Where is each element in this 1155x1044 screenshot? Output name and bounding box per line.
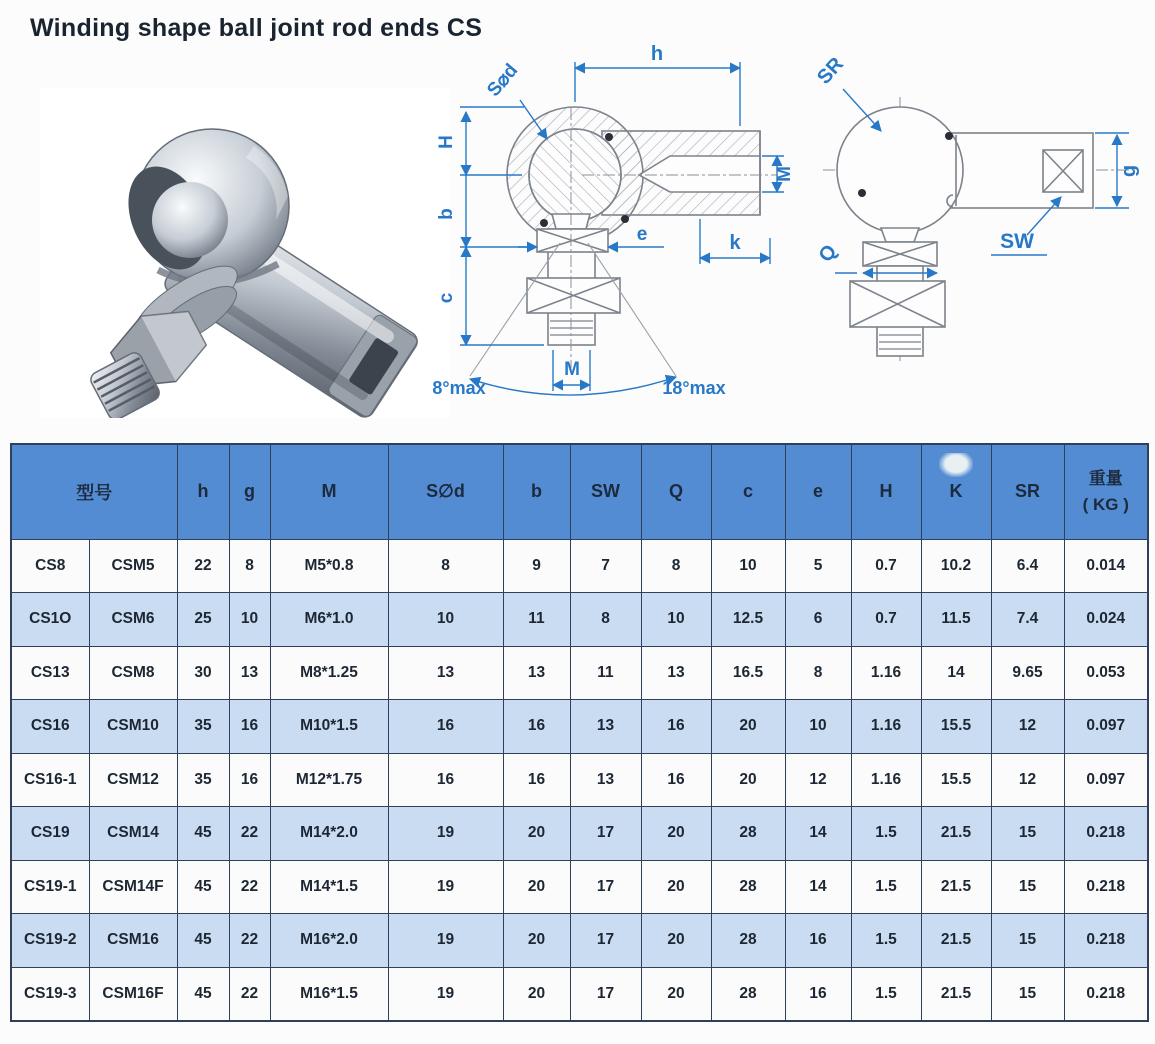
table-cell: M5*0.8: [270, 539, 388, 593]
table-cell: 10: [711, 539, 785, 593]
table-cell: 20: [641, 807, 711, 861]
table-cell: 20: [641, 914, 711, 968]
table-row: [11, 860, 1148, 914]
table-cell: CS16-1: [11, 753, 89, 807]
table-cell: M14*1.5: [270, 860, 388, 914]
table-cell: M16*2.0: [270, 914, 388, 968]
dim-label-c: c: [436, 292, 457, 304]
table-cell: 11.5: [921, 593, 991, 647]
table-cell: M12*1.75: [270, 753, 388, 807]
table-cell: 1.5: [851, 967, 921, 1021]
table-cell: 0.218: [1064, 914, 1148, 968]
table-cell: 11: [570, 646, 641, 700]
watermark-smudge: [939, 453, 973, 477]
table-row: [11, 700, 1148, 754]
table-cell: 16: [641, 753, 711, 807]
table-cell: 22: [229, 860, 270, 914]
table-cell: CSM16F: [89, 967, 177, 1021]
table-row: [11, 914, 1148, 968]
table-row: [11, 539, 1148, 593]
table-cell: 17: [570, 807, 641, 861]
table-cell: 13: [570, 700, 641, 754]
table-cell: 0.218: [1064, 807, 1148, 861]
table-cell: CS19-1: [11, 860, 89, 914]
header-m: M: [270, 444, 388, 539]
header-b: b: [503, 444, 570, 539]
table-cell: 22: [177, 539, 229, 593]
table-cell: 20: [503, 860, 570, 914]
table-cell: M14*2.0: [270, 807, 388, 861]
table-cell: 7.4: [991, 593, 1064, 647]
table-cell: 10: [388, 593, 503, 647]
table-cell: 20: [711, 700, 785, 754]
table-cell: M6*1.0: [270, 593, 388, 647]
header-k: K: [921, 444, 991, 539]
table-cell: 16.5: [711, 646, 785, 700]
table-cell: 13: [503, 646, 570, 700]
table-cell: 16: [503, 700, 570, 754]
header-model: 型号: [11, 444, 177, 539]
dim-label-m-side: M: [774, 166, 795, 182]
table-cell: 12: [991, 700, 1064, 754]
table-cell: CSM14: [89, 807, 177, 861]
table-cell: CSM10: [89, 700, 177, 754]
table-cell: 11: [503, 593, 570, 647]
table-cell: CS19-2: [11, 914, 89, 968]
table-cell: 0.097: [1064, 753, 1148, 807]
table-cell: 13: [388, 646, 503, 700]
table-cell: M8*1.25: [270, 646, 388, 700]
table-cell: 15: [991, 967, 1064, 1021]
table-cell: CS8: [11, 539, 89, 593]
table-cell: 22: [229, 807, 270, 861]
table-cell: 1.5: [851, 914, 921, 968]
header-hh: H: [851, 444, 921, 539]
dim-label-h: h: [650, 43, 664, 65]
table-cell: CS13: [11, 646, 89, 700]
table-cell: 45: [177, 967, 229, 1021]
table-cell: 20: [711, 753, 785, 807]
table-cell: 20: [503, 967, 570, 1021]
table-cell: 45: [177, 914, 229, 968]
header-sw: SW: [570, 444, 641, 539]
table-cell: 13: [229, 646, 270, 700]
table-cell: 1.5: [851, 860, 921, 914]
table-header-row: [11, 444, 1148, 539]
table-cell: M10*1.5: [270, 700, 388, 754]
header-q: Q: [641, 444, 711, 539]
header-h: h: [177, 444, 229, 539]
dim-label-g: g: [1118, 164, 1140, 178]
table-cell: 1.16: [851, 700, 921, 754]
table-row: [11, 753, 1148, 807]
table-cell: 21.5: [921, 967, 991, 1021]
table-row: [11, 807, 1148, 861]
table-cell: CSM14F: [89, 860, 177, 914]
table-cell: 15: [991, 807, 1064, 861]
table-cell: 16: [229, 753, 270, 807]
table-cell: 14: [785, 860, 851, 914]
table-cell: 16: [785, 914, 851, 968]
table-cell: 0.014: [1064, 539, 1148, 593]
table-cell: 0.218: [1064, 860, 1148, 914]
page-title: Winding shape ball joint rod ends CS: [30, 14, 483, 42]
table-cell: 10.2: [921, 539, 991, 593]
table-cell: CSM5: [89, 539, 177, 593]
table-cell: 19: [388, 914, 503, 968]
dim-label-k: k: [729, 232, 741, 254]
table-row: [11, 646, 1148, 700]
table-cell: 30: [177, 646, 229, 700]
table-cell: 12: [785, 753, 851, 807]
dim-label-sw: SW: [1000, 230, 1034, 253]
table-cell: CS19-3: [11, 967, 89, 1021]
dim-label-sr: SR: [813, 53, 849, 89]
table-cell: 16: [388, 700, 503, 754]
table-cell: 21.5: [921, 860, 991, 914]
dim-label-q: Q: [814, 240, 842, 267]
angle-label-left: 8°max: [432, 378, 486, 398]
section-geometry: [470, 107, 760, 376]
table-cell: 13: [570, 753, 641, 807]
table-cell: 25: [177, 593, 229, 647]
table-cell: 16: [785, 967, 851, 1021]
table-cell: 8: [641, 539, 711, 593]
table-cell: 10: [785, 700, 851, 754]
table-cell: 1.16: [851, 753, 921, 807]
table-cell: 12.5: [711, 593, 785, 647]
header-g: g: [229, 444, 270, 539]
table-cell: 8: [570, 593, 641, 647]
table-cell: 16: [503, 753, 570, 807]
table-cell: 13: [641, 646, 711, 700]
table-cell: 0.053: [1064, 646, 1148, 700]
dim-label-m-bottom: M: [564, 359, 580, 380]
table-cell: 15.5: [921, 700, 991, 754]
table-cell: 19: [388, 807, 503, 861]
table-cell: CSM6: [89, 593, 177, 647]
table-cell: 0.7: [851, 539, 921, 593]
table-cell: 8: [785, 646, 851, 700]
table-cell: 0.097: [1064, 700, 1148, 754]
table-cell: 28: [711, 967, 785, 1021]
table-cell: 22: [229, 967, 270, 1021]
table-cell: 17: [570, 967, 641, 1021]
table-cell: CSM12: [89, 753, 177, 807]
table-cell: 20: [503, 807, 570, 861]
dim-label-e: e: [636, 224, 648, 245]
table-cell: 17: [570, 860, 641, 914]
side-geometry: [837, 107, 1093, 356]
diagram-section-view: [432, 38, 797, 406]
table-cell: 15: [991, 860, 1064, 914]
table-cell: 21.5: [921, 914, 991, 968]
header-sod: S∅d: [388, 444, 503, 539]
table-cell: CS19: [11, 807, 89, 861]
table-cell: 16: [229, 700, 270, 754]
table-cell: 16: [388, 753, 503, 807]
table-cell: 19: [388, 967, 503, 1021]
table-cell: 28: [711, 914, 785, 968]
table-cell: 7: [570, 539, 641, 593]
table-cell: 35: [177, 700, 229, 754]
spec-table-body: [11, 539, 1148, 1021]
header-weight-unit: ( KG ): [1082, 494, 1129, 514]
angle-label-right: 18°max: [662, 378, 726, 398]
table-cell: 12: [991, 753, 1064, 807]
table-cell: 5: [785, 539, 851, 593]
header-sr: SR: [991, 444, 1064, 539]
table-cell: M16*1.5: [270, 967, 388, 1021]
table-cell: 9.65: [991, 646, 1064, 700]
spec-table: [10, 443, 1149, 1022]
table-cell: 14: [785, 807, 851, 861]
table-cell: CSM16: [89, 914, 177, 968]
table-cell: 0.7: [851, 593, 921, 647]
table-cell: 15.5: [921, 753, 991, 807]
table-row: [11, 593, 1148, 647]
table-cell: 0.218: [1064, 967, 1148, 1021]
table-cell: 16: [641, 700, 711, 754]
table-cell: 20: [641, 967, 711, 1021]
table-cell: 20: [503, 914, 570, 968]
dim-label-H: H: [436, 135, 457, 149]
dim-label-b: b: [436, 208, 457, 220]
table-cell: 19: [388, 860, 503, 914]
table-cell: CSM8: [89, 646, 177, 700]
diagram-side-view: [795, 45, 1155, 365]
table-cell: 6: [785, 593, 851, 647]
header-c: c: [711, 444, 785, 539]
table-cell: 8: [388, 539, 503, 593]
dimension-lines: [460, 62, 784, 395]
table-cell: 14: [921, 646, 991, 700]
table-cell: 45: [177, 860, 229, 914]
table-cell: 0.024: [1064, 593, 1148, 647]
table-cell: 20: [641, 860, 711, 914]
table-cell: 10: [641, 593, 711, 647]
table-cell: 21.5: [921, 807, 991, 861]
header-weight-label: 重量: [1088, 469, 1123, 489]
table-cell: 6.4: [991, 539, 1064, 593]
table-cell: 35: [177, 753, 229, 807]
dim-label-sod: S⌀d: [483, 60, 523, 101]
table-cell: 28: [711, 807, 785, 861]
table-cell: 10: [229, 593, 270, 647]
table-cell: 22: [229, 914, 270, 968]
table-cell: 15: [991, 914, 1064, 968]
table-row: [11, 967, 1148, 1021]
table-cell: 28: [711, 860, 785, 914]
product-photo: [40, 88, 450, 418]
table-cell: 17: [570, 914, 641, 968]
table-cell: CS16: [11, 700, 89, 754]
table-cell: 8: [229, 539, 270, 593]
header-weight: [1064, 444, 1148, 539]
table-cell: 1.5: [851, 807, 921, 861]
table-cell: 9: [503, 539, 570, 593]
table-cell: 1.16: [851, 646, 921, 700]
table-cell: CS1O: [11, 593, 89, 647]
table-cell: 45: [177, 807, 229, 861]
header-e: e: [785, 444, 851, 539]
